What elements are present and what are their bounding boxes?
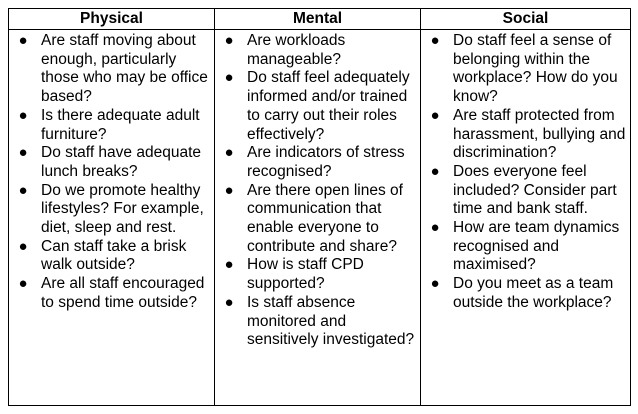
physical-cell [9, 30, 215, 406]
question-text: How is staff CPD supported? [247, 256, 364, 293]
question-text: Is there adequate adult furniture? [41, 106, 200, 143]
question-text: Are staff protected from harassment, bullying and discrimination? [453, 106, 626, 162]
bullet-icon: ● [18, 181, 28, 199]
header-mental: Mental [215, 9, 421, 30]
list-item [215, 69, 420, 144]
bullet-icon: ● [224, 181, 234, 199]
question-text: Are staff moving about enough, particularly those who may be office based? [41, 32, 208, 106]
list-item [9, 144, 214, 181]
bullet-icon: ● [224, 293, 234, 311]
question-text: Is staff absence monitored and sensitively investigated? [247, 293, 415, 349]
bullet-icon: ● [430, 32, 440, 49]
list-item [421, 275, 630, 312]
question-text: Does everyone feel included? Consider part time and bank staff. [453, 162, 617, 218]
list-item [421, 163, 630, 219]
bullet-icon: ● [18, 275, 28, 293]
bullet-icon: ● [430, 275, 440, 293]
bullet-icon: ● [430, 162, 440, 180]
list-item [421, 107, 630, 163]
list-item [215, 182, 420, 257]
bullet-icon: ● [224, 144, 234, 162]
bullet-icon: ● [430, 219, 440, 237]
wellbeing-questions-table [8, 8, 631, 406]
bullet-icon: ● [224, 32, 234, 49]
mental-question-list [215, 30, 420, 350]
list-item [9, 238, 214, 275]
header-social: Social [421, 9, 631, 30]
header-row [9, 9, 631, 30]
list-item [9, 32, 214, 107]
bullet-icon: ● [18, 237, 28, 255]
list-item [9, 275, 214, 312]
bullet-icon: ● [224, 69, 234, 87]
bullet-icon: ● [18, 144, 28, 162]
bullet-icon: ● [18, 32, 28, 49]
list-item [9, 182, 214, 238]
list-item [421, 32, 630, 107]
list-item [215, 256, 420, 293]
question-text: Are all staff encouraged to spend time outside? [41, 275, 205, 311]
header-physical: Physical [9, 9, 215, 30]
question-text: Do staff feel adequately informed and/or trained to carry out their roles effectively? [247, 69, 410, 143]
question-text: Are indicators of stress recognised? [247, 144, 405, 180]
bullet-icon: ● [430, 106, 440, 124]
bullet-icon: ● [224, 256, 234, 274]
question-text: Do staff have adequate lunch breaks? [41, 144, 202, 180]
question-text: Do staff feel a sense of belonging within the workplace? How do you know? [453, 32, 618, 106]
body-row [9, 30, 631, 406]
question-text: Do you meet as a team outside the workplace? [453, 275, 614, 311]
question-text: Do we promote healthy lifestyles? For example, diet, sleep and rest. [41, 181, 204, 237]
question-text: How are team dynamics recognised and maximised? [453, 219, 620, 274]
list-item [215, 32, 420, 69]
social-question-list [421, 30, 630, 313]
list-item [9, 107, 214, 144]
list-item [215, 294, 420, 350]
question-text: Are there open lines of communication that enable everyone to contribute and share? [247, 181, 403, 255]
physical-question-list [9, 30, 214, 313]
social-cell [421, 30, 631, 406]
bullet-icon: ● [18, 106, 28, 124]
list-item [215, 144, 420, 181]
mental-cell [215, 30, 421, 406]
list-item [421, 219, 630, 275]
question-text: Can staff take a brisk walk outside? [41, 237, 187, 274]
question-text: Are workloads manageable? [247, 32, 346, 68]
